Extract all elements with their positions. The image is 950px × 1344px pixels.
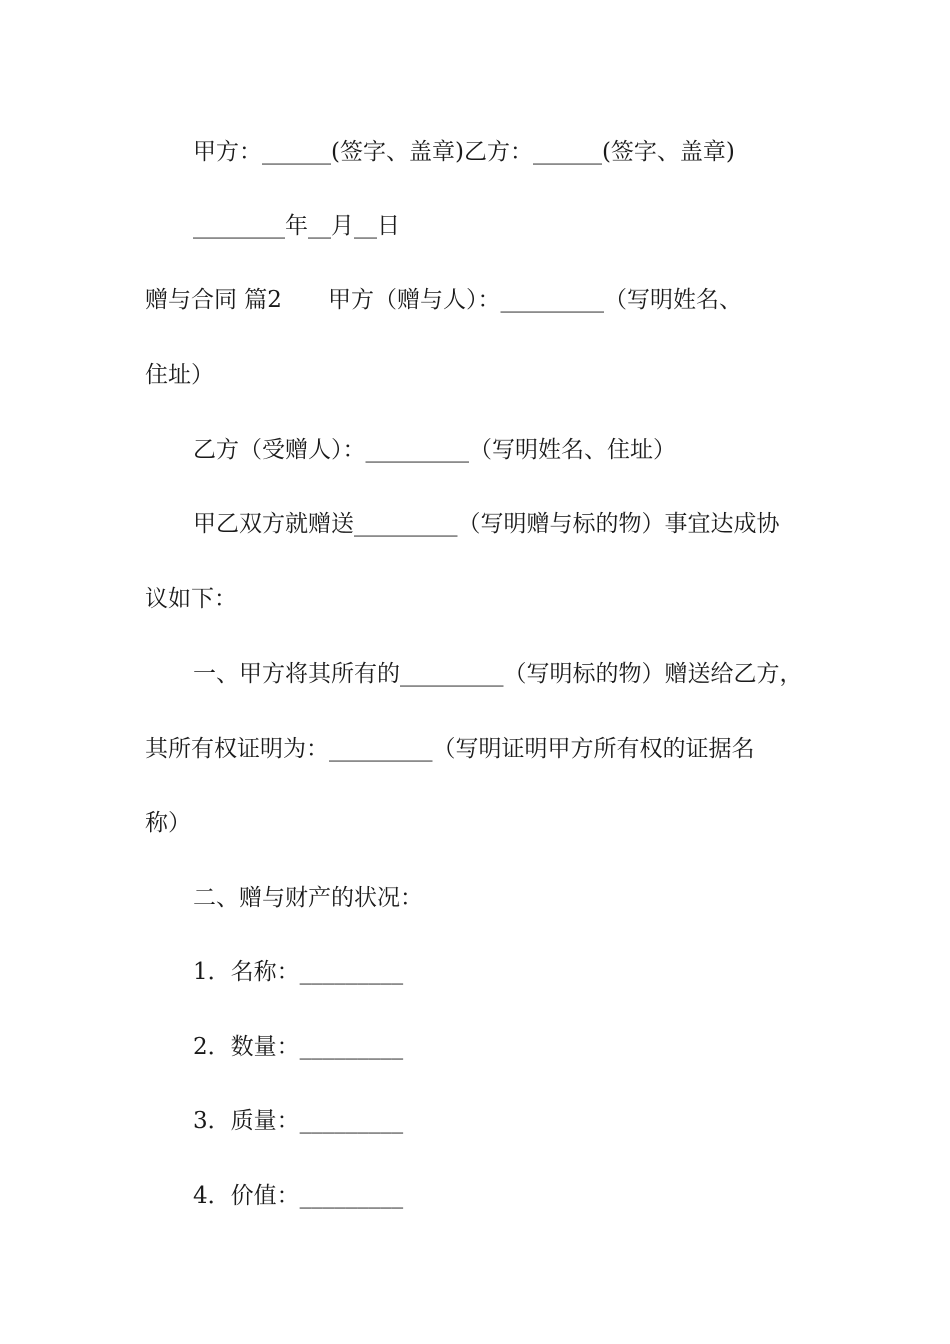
item-name: 1．名称：_________	[193, 959, 404, 985]
clause-1-cont: 其所有权证明为：_________（写明证明甲方所有权的证据名	[145, 736, 755, 762]
date-line: ________年__月__日	[193, 213, 400, 239]
item-value: 4．价值：_________	[193, 1183, 404, 1209]
agreement-intro-cont: 议如下：	[145, 586, 237, 612]
contract-heading-party-a: 赠与合同 篇2 甲方（赠与人）：_________（写明姓名、	[145, 287, 742, 313]
party-a-address: 住址）	[145, 362, 214, 388]
item-quantity: 2．数量：_________	[193, 1034, 404, 1060]
agreement-intro: 甲乙双方就赠送_________（写明赠与标的物）事宜达成协	[193, 511, 780, 537]
clause-1: 一、甲方将其所有的_________（写明标的物）赠送给乙方，	[193, 661, 803, 687]
clause-2-heading: 二、赠与财产的状况：	[193, 885, 423, 911]
signature-line: 甲方：______(签字、盖章)乙方：______(签字、盖章)	[193, 139, 735, 165]
item-quality: 3．质量：_________	[193, 1108, 404, 1134]
party-b-line: 乙方（受赠人）：_________（写明姓名、住址）	[193, 437, 676, 463]
clause-1-end: 称）	[145, 810, 191, 836]
